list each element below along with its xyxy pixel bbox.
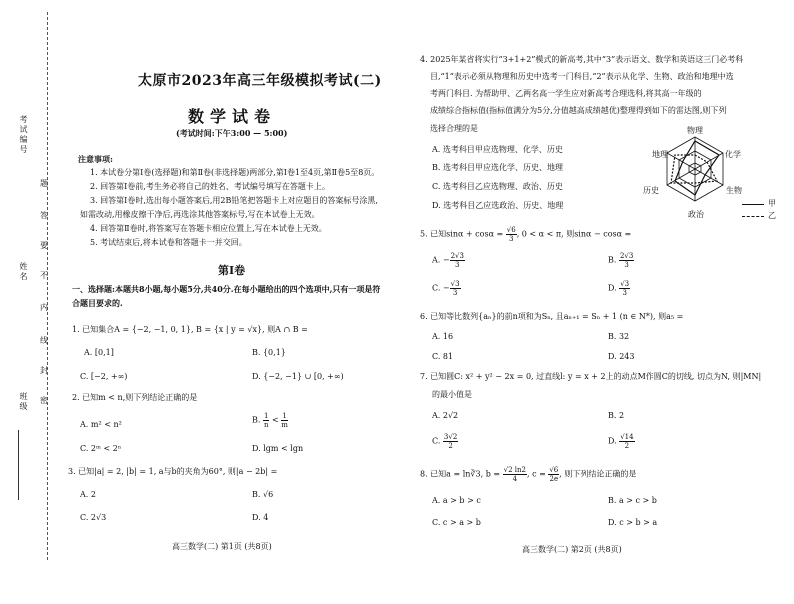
notice-item: 如需改动,用橡皮擦干净后,再选涂其他答案标号,写在本试卷上无效。 — [80, 210, 320, 219]
q5-option-a: A. − $\frac{2√3}{3}$ — [432, 252, 464, 269]
q7-option-a: A. 2√2 — [432, 411, 459, 420]
notice-title: 注意事项: — [78, 154, 113, 164]
q1-option-c: C. [−2, +∞) — [80, 372, 128, 381]
question-8-stem: 8. 已知a = ln∛3, b = $\frac{√2 \ln 2}{4}$ , c = $\frac{√6}{2e}$ , 则下列结论正确的是 — [420, 466, 637, 483]
q3-option-a: A. 2 — [80, 490, 96, 499]
q3-option-c: C. 2√3 — [80, 513, 107, 522]
notice-item: 2. 回答第Ⅰ卷前,考生务必将自己的姓名、考试编号填写在答题卡上。 — [90, 182, 330, 191]
question-7-stem: 7. 已知圆C: x² + y² − 2x = 0, 过直线l: y = x + 2上的动点M作圆C的切线, 切点为N, 则|MN| — [420, 372, 762, 381]
q2-option-a: A. m² < n² — [80, 420, 122, 429]
legend-label: 甲 — [768, 199, 776, 208]
q1-option-d: D. {−2, −1} ∪ [0, +∞) — [252, 372, 344, 381]
q7-option-c: C. $\frac{3√2}{2}$ — [432, 433, 458, 450]
q1-option-a: A. [0,1] — [84, 348, 114, 357]
subject-title: 数学试卷 — [188, 107, 277, 126]
q2-option-c: C. 2ᵐ < 2ⁿ — [80, 444, 122, 453]
name-label: 姓名 — [19, 262, 28, 282]
radar-label: 政治 — [688, 210, 704, 219]
q3-option-d: D. 4 — [252, 513, 269, 522]
q6-option-d: D. 243 — [608, 352, 635, 361]
seal-char: 答 — [40, 211, 48, 220]
notice-item: 5. 考试结束后,将本试卷和答题卡一并交回。 — [90, 238, 247, 247]
radar-label: 历史 — [643, 186, 659, 195]
q4-option-b: B. 选考科目甲应选化学、历史、地理 — [432, 163, 563, 172]
radar-label: 物理 — [687, 126, 703, 135]
q8-option-c: C. c > a > b — [432, 518, 481, 527]
q7-option-d: D. $\frac{√14}{2}$ — [608, 433, 634, 450]
question-6-stem: 6. 已知等比数列{aₙ}的前n项和为Sₙ, 且aₙ₊₁ = Sₙ + 1 (n ∈ N*), 则a₅ = — [420, 312, 684, 321]
seal-char: 不 — [40, 271, 48, 280]
seal-char: 密 — [40, 396, 48, 405]
page-footer: 高三数学(二) 第1页 (共8页) — [172, 542, 272, 551]
radar-chart — [645, 125, 745, 220]
exam-number-label: 考试编号 — [19, 115, 28, 155]
q2-option-d: D. lgm < lgn — [252, 444, 304, 453]
legend-line-jia — [742, 204, 764, 205]
legend-line-yi — [742, 216, 764, 217]
notice-item: 4. 回答第Ⅱ卷时,将答案写在答题卡相应位置上,写在本试卷上无效。 — [90, 224, 327, 233]
q4-option-a: A. 选考科目甲应选物理、化学、历史 — [432, 145, 563, 154]
question-2-stem: 2. 已知m < n,则下列结论正确的是 — [72, 393, 198, 402]
q4-option-c: C. 选考科目乙应选物理、政治、历史 — [432, 182, 563, 191]
seal-char: 封 — [40, 366, 48, 375]
question-5-stem: 5. 已知sinα + cosα = $\frac{√6}{3}$ , 0 < α < π, 则sinα − cosα = — [420, 226, 632, 243]
q5-option-b: B. $\frac{2√3}{3}$ — [608, 252, 634, 269]
seal-char: 线 — [40, 336, 48, 345]
q4-line: 成绩综合指标值(指标值满分为5分,分值越高成绩越优)整理得到如下的雷达图,则下列 — [430, 106, 727, 115]
notice-item: 1. 本试卷分第Ⅰ卷(选择题)和第Ⅱ卷(非选择题)两部分,第Ⅰ卷1至4页,第Ⅱ卷5至8页。 — [90, 168, 380, 177]
margin-rule — [18, 430, 19, 500]
question-1-stem: 1. 已知集合A = {−2, −1, 0, 1}, B = {x | y = √x}, 则A ∩ B = — [72, 325, 308, 334]
q4-option-d: D. 选考科目乙应选政治、历史、地理 — [432, 201, 564, 210]
exam-title: 太原市2023年高三年级模拟考试(二) — [138, 73, 382, 89]
q7-option-b: B. 2 — [608, 411, 625, 420]
part-intro: 一、选择题:本题共8小题,每小题5分,共40分.在每小题给出的四个选项中,只有一项是符 — [72, 284, 381, 294]
q4-line: 目,“1”表示必须从物理和历史中选考一门科目,“2”表示从化学、生物、政治和地理中选 — [430, 72, 734, 81]
question-7-stem-2: 的最小值是 — [432, 390, 472, 399]
seal-char: 要 — [40, 241, 48, 250]
legend-label: 乙 — [768, 211, 776, 220]
section-title: 第Ⅰ卷 — [218, 264, 246, 277]
seal-char: 题 — [40, 179, 48, 188]
exam-time: (考试时间:下午3:00 — 5:00) — [176, 128, 288, 138]
q5-option-c: C. − $\frac{√3}{3}$ — [432, 280, 460, 297]
notice-item: 3. 回答第Ⅰ卷时,选出每小题答案后,用2B铅笔把答题卡上对应题目的答案标号涂黑, — [90, 196, 378, 205]
q1-option-b: B. {0,1} — [252, 348, 286, 357]
q6-option-a: A. 16 — [432, 332, 454, 341]
q8-option-d: D. c > b > a — [608, 518, 658, 527]
radar-label: 化学 — [725, 150, 741, 159]
q6-option-b: B. 32 — [608, 332, 630, 341]
question-3-stem: 3. 已知|a| = 2, |b| = 1, a与b的夹角为60°, 则|a − 2b| = — [68, 467, 278, 476]
binding-line — [47, 12, 48, 560]
radar-label: 生物 — [726, 186, 742, 195]
q3-option-b: B. √6 — [252, 490, 274, 499]
radar-label: 地理 — [652, 150, 668, 159]
class-label: 班级 — [19, 392, 28, 412]
q8-option-b: B. a > c > b — [608, 496, 657, 505]
q2-option-b: B. $\frac{1}{n}$ < $\frac{1}{m}$ — [252, 412, 288, 429]
q5-option-d: D. $\frac{√3}{3}$ — [608, 280, 630, 297]
q4-line: 4. 2025年某省将实行“3+1+2”模式的新高考,其中“3”表示语文、数学和英语这三门必考科 — [420, 55, 744, 64]
seal-char: 内 — [40, 303, 48, 312]
page-footer: 高三数学(二) 第2页 (共8页) — [522, 545, 622, 554]
q4-line: 考两门科目. 为帮助甲、乙两名高一学生应对新高考合理选科,将其高一年级的 — [430, 89, 702, 98]
q4-line: 选择合理的是 — [430, 124, 478, 133]
q8-option-a: A. a > b > c — [432, 496, 481, 505]
q6-option-c: C. 81 — [432, 352, 454, 361]
part-intro: 合题目要求的. — [72, 298, 123, 308]
